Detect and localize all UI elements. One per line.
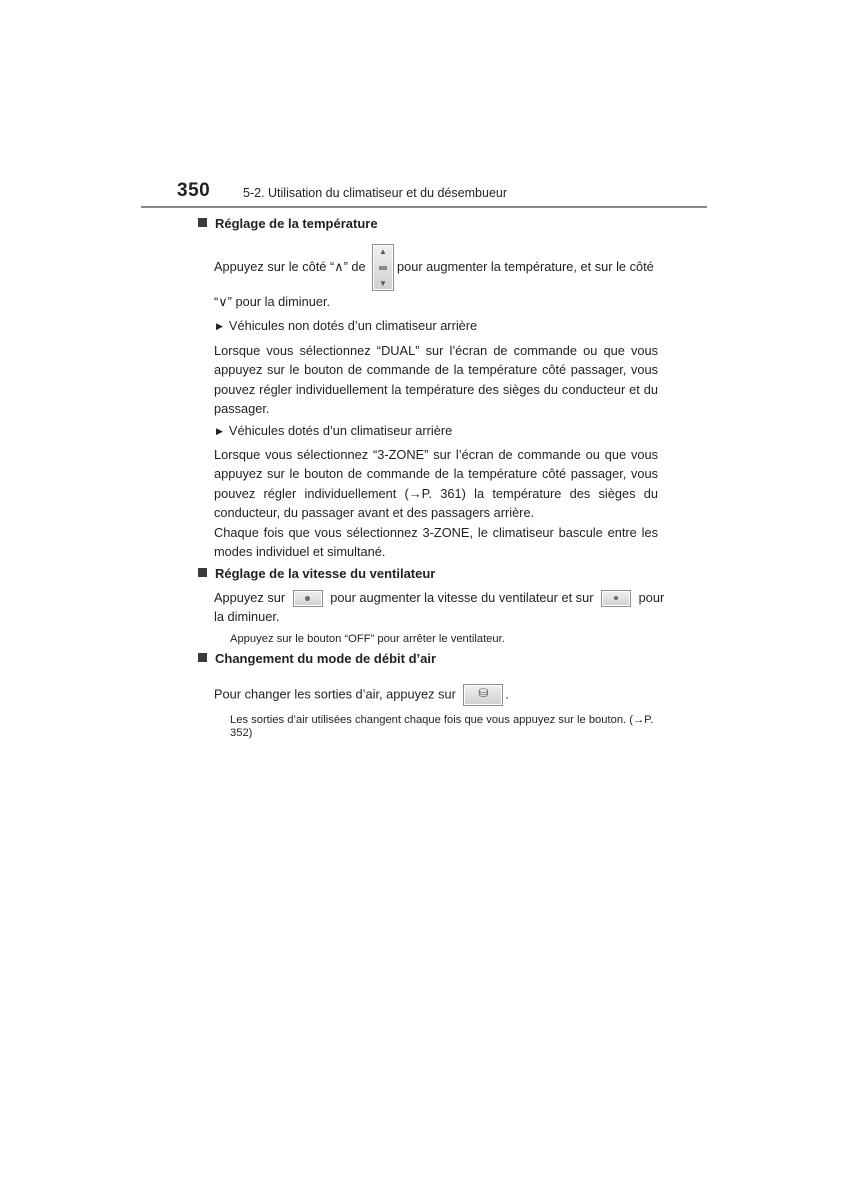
arrow-down-icon: ▼ xyxy=(379,279,387,288)
section-heading-fan-speed: Réglage de la vitesse du ventilateur xyxy=(198,566,435,581)
bullet-no-rear-ac: ▶ Véhicules non dotés d’un climatiseur arrière xyxy=(216,318,478,333)
temperature-updown-control-icon xyxy=(372,244,394,291)
chapter-title: 5-2. Utilisation du climatiseur et du désembueur xyxy=(243,186,508,200)
section-heading-temperature: Réglage de la température xyxy=(198,216,378,231)
note-fan-off: Appuyez sur le bouton “OFF” pour arrêter le ventilateur. xyxy=(230,633,505,645)
fan-increase-button-icon xyxy=(293,590,323,607)
temp-intro-line1: Appuyez sur le côté “∧” de xyxy=(214,259,366,274)
triangle-bullet-icon: ▶ xyxy=(216,426,223,436)
paragraph-3zone-toggle: Chaque fois que vous sélectionnez 3-ZONE, le climatiseur bascule entre les modes individuel et simultané. xyxy=(214,525,658,560)
square-bullet-icon xyxy=(198,218,207,227)
paragraph-dual: Lorsque vous sélectionnez “DUAL” sur l’écran de commande ou que vous appuyez sur le bouton de commande de la température côté passager, vous pouvez régler individuellement la température des sièges du conducteur et du passager. xyxy=(214,343,658,416)
section-heading-airflow: Changement du mode de débit d’air xyxy=(198,651,436,666)
fan-line2: la diminuer. xyxy=(214,609,280,624)
temp-intro-line2: “∨” pour la diminuer. xyxy=(214,294,331,309)
paragraph-3zone: Lorsque vous sélectionnez “3-ZONE” sur l’écran de commande ou que vous appuyez sur le bouton de commande de la température côté passager, vous pouvez régler individuellement (→P. 361) la température des sièges du conducteur, du passager avant et des passagers arrière. xyxy=(214,447,658,520)
page-header xyxy=(0,0,848,210)
airflow-mode-button-icon: ⛁ xyxy=(463,684,503,706)
note-airflow: Les sorties d’air utilisées changent chaque fois que vous appuyez sur le bouton. (→P. 352) xyxy=(230,714,654,739)
temp-intro-line1-tail: pour augmenter la température, et sur le côté xyxy=(397,259,654,274)
arrow-up-icon: ▲ xyxy=(379,247,387,256)
fan-decrease-button-icon xyxy=(601,590,631,607)
triangle-bullet-icon: ▶ xyxy=(216,321,223,331)
bullet-with-rear-ac: ▶ Véhicules dotés d’un climatiseur arrière xyxy=(216,423,453,438)
square-bullet-icon xyxy=(198,568,207,577)
square-bullet-icon xyxy=(198,653,207,662)
page-number: 350 xyxy=(177,180,211,201)
airflow-line: Pour changer les sorties d’air, appuyez sur ⛁ . xyxy=(214,684,509,706)
fan-line1: Appuyez sur pour augmenter la vitesse du ventilateur et sur pour xyxy=(214,590,664,607)
header-rule xyxy=(141,206,707,208)
